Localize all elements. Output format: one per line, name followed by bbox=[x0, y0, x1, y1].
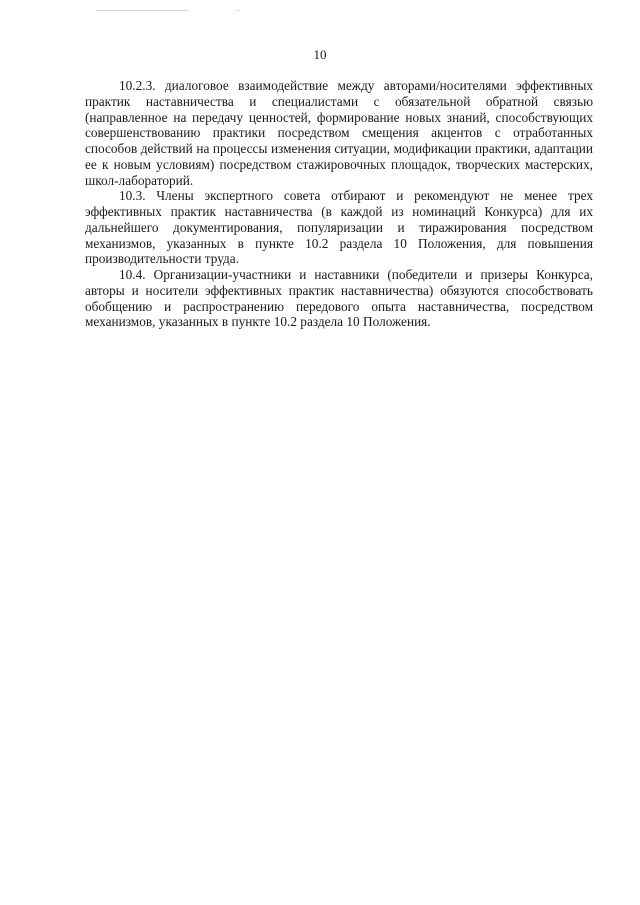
scan-artifact-line bbox=[96, 10, 188, 11]
paragraph-10-3: 10.3. Члены экспертного совета отбирают и рекомендуют не менее трех эффективных практик наставничества (в каждой из номинаций Конкурса) для их дальнейшего документирования, популяризации и тиражирования посредством механизмов, указанных в пункте 10.2 раздела 10 Положения, для повышения производительности труда. bbox=[85, 188, 593, 267]
paragraph-10-2-3: 10.2.3. диалоговое взаимодействие между авторами/носителями эффективных практик наставничества и специалистами с обязательной обратной связью (направленное на передачу ценностей, формирование новых знаний, способствующих совершенствованию практики посредством смещения акцентов с отработанных способов действий на процессы изменения ситуации, модификации практики, адаптации ее к новым условиям) посредством стажировочных площадок, творческих мастерских, школ-лабораторий. bbox=[85, 78, 593, 188]
document-body bbox=[85, 78, 593, 330]
paragraph-10-4: 10.4. Организации-участники и наставники (победители и призеры Конкурса, авторы и носители эффективных практик наставничества) обязуются способствовать обобщению и распространению передового опыта наставничества, посредством механизмов, указанных в пункте 10.2 раздела 10 Положения. bbox=[85, 267, 593, 330]
page-number: 10 bbox=[313, 47, 327, 62]
scan-artifact-dot bbox=[236, 10, 239, 11]
